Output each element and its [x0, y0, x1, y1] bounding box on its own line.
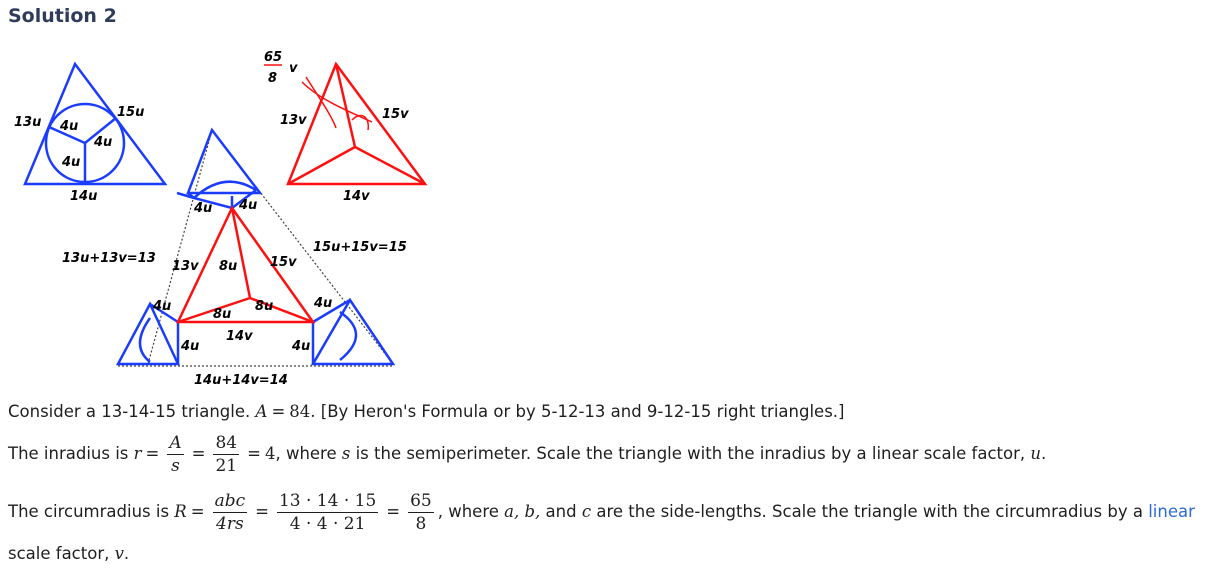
p2-r: r: [133, 444, 142, 463]
p2-frac-2: [213, 432, 239, 477]
top-r-right: 4u: [239, 198, 258, 213]
p3-eq1: =: [190, 502, 205, 521]
p3-frac-1: [213, 490, 248, 535]
p3-frac-3: [408, 490, 434, 535]
p1-text-a: Consider a 13-14-15 triangle.: [8, 402, 256, 421]
p1-text-b: [By Heron's Formula or by 5-12-13 and 9-12-15 right triangles.]: [315, 402, 845, 421]
p3-text-a: The circumradius is: [8, 502, 175, 521]
p2-f1-den: s: [171, 456, 180, 476]
p2-f2-den: 21: [215, 456, 238, 476]
bottom-eq-label: 14u+14v=14: [194, 373, 288, 388]
p2-frac-1: [167, 432, 183, 477]
spoke-right-label: 8u: [255, 299, 274, 314]
p1-eq: =: [271, 402, 286, 421]
p3-text-c: and: [540, 502, 582, 521]
tri1-bottom-label: 14u: [70, 189, 98, 204]
linear-link[interactable]: linear: [1148, 502, 1195, 521]
p3-text-d: are the side-lengths. Scale the triangle with the circumradius by a: [591, 502, 1149, 521]
inner-bottom-label: 14v: [226, 329, 253, 344]
p2-eq1: =: [145, 444, 160, 463]
spoke-top-label: 8u: [219, 259, 238, 274]
p3-text-e: scale factor,: [8, 544, 115, 563]
tri2-frac-num: 65: [264, 50, 283, 65]
p3-v: v: [114, 544, 124, 563]
p3-f1-num: abc: [214, 491, 246, 511]
p2-f2-num: 84: [215, 433, 238, 453]
right-r-bottom: 4u: [292, 339, 311, 354]
p2-text-b: , where: [275, 444, 342, 463]
tri2-left-label: 13v: [280, 113, 307, 128]
p2-f1-num: A: [169, 433, 182, 453]
inner-right-label: 15v: [270, 255, 297, 270]
spoke-left-label: 8u: [213, 307, 232, 322]
p3-R: R: [174, 502, 187, 521]
p2-val: 4: [264, 444, 276, 463]
p2-text-a: The inradius is: [8, 444, 134, 463]
left-r-bottom: 4u: [181, 339, 200, 354]
paragraph-circumradius: [8, 490, 1195, 535]
tri1-right-label: 15u: [117, 105, 145, 120]
right-eq-label: 15u+15v=15: [313, 240, 407, 255]
tri1-left-label: 13u: [14, 115, 42, 130]
solution-heading: Solution 2: [8, 5, 117, 27]
p3-f3-den: 8: [415, 514, 427, 534]
tri2-bottom-label: 14v: [343, 189, 370, 204]
p3-f2-num: 13 · 14 · 15: [278, 491, 377, 511]
tri1-r2-label: 4u: [94, 135, 113, 150]
left-eq-label: 13u+13v=13: [62, 251, 156, 266]
paragraph-area: [8, 401, 844, 423]
p2-u: u: [1030, 444, 1042, 463]
p3-c: c: [581, 502, 592, 521]
p3-end: .: [123, 544, 130, 563]
p3-f3-num: 65: [410, 491, 432, 511]
incircle-triangle: [14, 64, 165, 204]
p3-f2-den: 4 · 4 · 21: [289, 514, 366, 534]
p3-f1-den: 4rs: [216, 514, 244, 534]
inner-left-label: 13v: [172, 259, 199, 274]
tri2-right-label: 15v: [382, 107, 409, 122]
tri1-r3-label: 4u: [62, 155, 81, 170]
paragraph-circumradius-cont: [8, 543, 129, 565]
left-r-top: 4u: [153, 299, 172, 314]
p3-frac-2: [277, 490, 378, 535]
p1-A: A: [255, 402, 268, 421]
p2-eq3: =: [247, 444, 261, 463]
tri1-r1-label: 4u: [60, 119, 79, 134]
top-r-left: 4u: [194, 201, 213, 216]
p2-s: s: [341, 444, 351, 463]
p2-end: .: [1041, 444, 1047, 463]
right-r-top: 4u: [314, 296, 333, 311]
p1-dot: .: [310, 402, 316, 421]
p2-text-c: is the semiperimeter. Scale the triangle with the inradius by a linear scale factor,: [350, 444, 1031, 463]
circumcircle-triangle: [264, 50, 425, 204]
paragraph-inradius: [8, 432, 1046, 477]
p3-eq2: =: [255, 502, 269, 521]
tri2-frac-var: v: [289, 61, 298, 76]
p3-text-b: , where: [437, 502, 505, 521]
p1-val: 84: [289, 402, 311, 421]
p3-abc: a, b,: [504, 502, 541, 521]
p2-eq2: =: [191, 444, 206, 463]
p3-eq3: =: [386, 502, 401, 521]
tri2-frac-den: 8: [268, 71, 278, 86]
